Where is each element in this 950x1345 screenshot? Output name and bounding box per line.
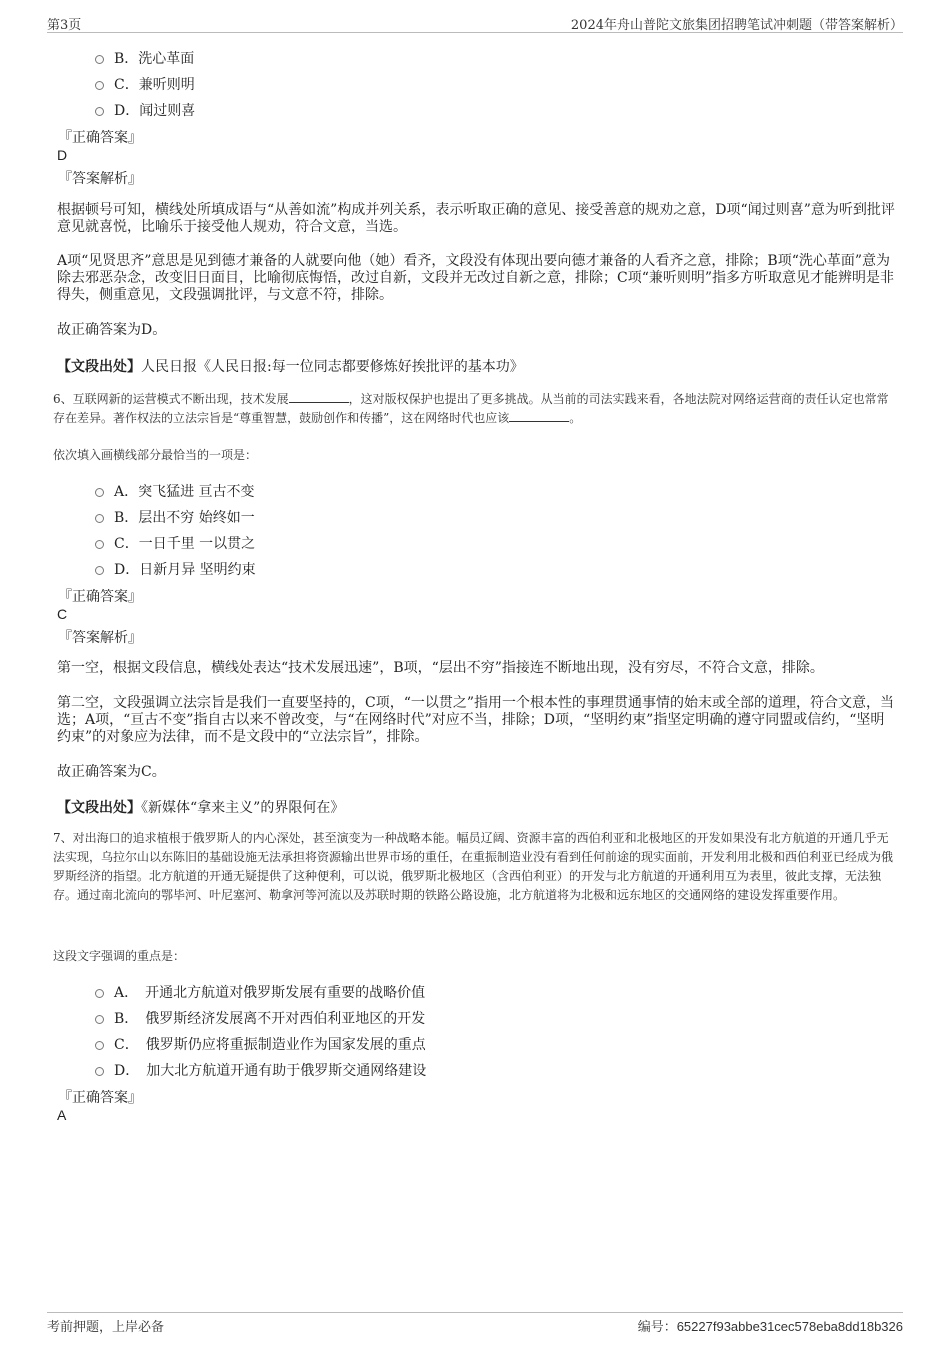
option-d[interactable]: D． 加大北方航道开通有助于俄罗斯交通网络建设 — [95, 1060, 426, 1080]
answer-label: 『正确答案』 — [58, 589, 142, 605]
radio-icon[interactable] — [95, 81, 104, 90]
source-line: 【文段出处】人民日报《人民日报:每一位同志都要修炼好挨批评的基本功》 — [57, 359, 524, 375]
option-b[interactable]: B．洗心革面 — [95, 48, 194, 68]
radio-icon[interactable] — [95, 989, 104, 998]
option-b[interactable]: B．层出不穷 始终如一 — [95, 507, 255, 527]
radio-icon[interactable] — [95, 514, 104, 523]
answer-label: 『正确答案』 — [58, 1090, 142, 1106]
answer-label: 『正确答案』 — [58, 130, 142, 146]
radio-icon[interactable] — [95, 1067, 104, 1076]
page-header — [47, 12, 903, 33]
option-d[interactable]: D．日新月异 坚明约束 — [95, 559, 256, 579]
source-line: 【文段出处】《新媒体“拿来主义”的界限何在》 — [57, 800, 345, 816]
analysis-conclusion: 故正确答案为C。 — [57, 764, 166, 780]
blank-line — [509, 409, 569, 422]
radio-icon[interactable] — [95, 1015, 104, 1024]
option-a[interactable]: A．突飞猛进 亘古不变 — [95, 481, 255, 501]
analysis-paragraph: A项“见贤思齐”意思是见到德才兼备的人就要向他（她）看齐，文段没有体现出要向德才兼备的人看齐之意，排除；B项“洗心革面”意为除去邪恶杂念，改变旧日面目，比喻彻底悔悟，改过自新，文段并无改过自新之意，排除；C项“兼听则明”指多方听取意见才能辨明是非得失，侧重意见，文段强调批评，与文意不符，排除。 — [57, 253, 895, 303]
analysis-paragraph: 第二空，文段强调立法宗旨是我们一直要坚持的，C项，“一以贯之”指用一个根本性的事理贯通事情的始末或全部的道理，符合文意，当选；A项，“亘古不变”指自古以来不曾改变，与“在网络时代”对应不当，排除；D项，“坚明约束”指坚定明确的遵守同盟或信约，“坚明约束”的对象应为法律，而不是文段中的“立法宗旨”，排除。 — [57, 695, 895, 745]
question-7-prompt: 这段文字强调的重点是： — [53, 949, 186, 963]
radio-icon[interactable] — [95, 55, 104, 64]
footer-slogan: 考前押题，上岸必备 — [47, 1320, 165, 1335]
radio-icon[interactable] — [95, 566, 104, 575]
option-c[interactable]: C．一日千里 一以贯之 — [95, 533, 255, 553]
analysis-label: 『答案解析』 — [58, 630, 142, 646]
answer-value: D — [57, 147, 68, 163]
answer-value: A — [57, 1107, 67, 1123]
page-number: 第3页 — [47, 18, 82, 33]
question-6-prompt: 依次填入画横线部分最恰当的一项是： — [53, 448, 258, 462]
option-a[interactable]: A． 开通北方航道对俄罗斯发展有重要的战略价值 — [95, 982, 425, 1002]
analysis-conclusion: 故正确答案为D。 — [57, 322, 167, 338]
radio-icon[interactable] — [95, 1041, 104, 1050]
page-footer — [47, 1312, 903, 1335]
option-b[interactable]: B． 俄罗斯经济发展离不开对西伯利亚地区的开发 — [95, 1008, 425, 1028]
analysis-label: 『答案解析』 — [58, 171, 142, 187]
option-d[interactable]: D．闻过则喜 — [95, 100, 195, 120]
radio-icon[interactable] — [95, 488, 104, 497]
answer-value: C — [57, 606, 68, 622]
analysis-paragraph: 第一空，根据文段信息，横线处表达“技术发展迅速”，B项，“层出不穷”指接连不断地出现，没有穷尽，不符合文意，排除。 — [57, 660, 824, 676]
analysis-paragraph: 根据顿号可知，横线处所填成语与“从善如流”构成并列关系，表示听取正确的意见、接受善意的规劝之意，D项“闻过则喜”意为听到批评意见就喜悦，比喻乐于接受他人规劝，符合文意，当选。 — [57, 202, 895, 235]
radio-icon[interactable] — [95, 540, 104, 549]
radio-icon[interactable] — [95, 107, 104, 116]
option-c[interactable]: C．兼听则明 — [95, 74, 195, 94]
question-7-text: 7、对出海口的追求植根于俄罗斯人的内心深处，甚至演变为一种战略本能。幅员辽阔、资源丰富的西伯利亚和北极地区的开发如果没有北方航道的开通几乎无法实现，乌拉尔山以东陈旧的基础设施无法承担将资源输出世界市场的重任，在重振制造业没有看到任何前途的现实面前，开发利用北极和西伯利亚已经成为俄罗斯经济的指望。北方航道的开通无疑提供了这种便利，可以说，俄罗斯北极地区（含西伯利亚）的开发与北方航道的开通利用互为表里，彼此支撑，无法独存。通过南北流向的鄂毕河、叶尼塞河、勒拿河等河流以及苏联时期的铁路公路设施，北方航道将为北极和远东地区的交通网络的建设发挥重要作用。 — [53, 831, 894, 902]
blank-line — [289, 390, 349, 403]
question-6-text: 6、互联网新的运营模式不断出现，技术发展 ，这对版权保护也提出了更多挑战。从当前的司法实践来看，各地法院对网络运营商的责任认定也常常存在差异。著作权法的立法宗旨是“尊重智慧，鼓励创作和传播”，这在网络时代也应该 。 — [53, 392, 889, 425]
document-title: 2024年舟山普陀文旅集团招聘笔试冲刺题（带答案解析） — [570, 18, 903, 33]
document-id: 编号：65227f93abbe31cec578eba8dd18b326 — [637, 1319, 903, 1334]
option-c[interactable]: C． 俄罗斯仍应将重振制造业作为国家发展的重点 — [95, 1034, 426, 1054]
